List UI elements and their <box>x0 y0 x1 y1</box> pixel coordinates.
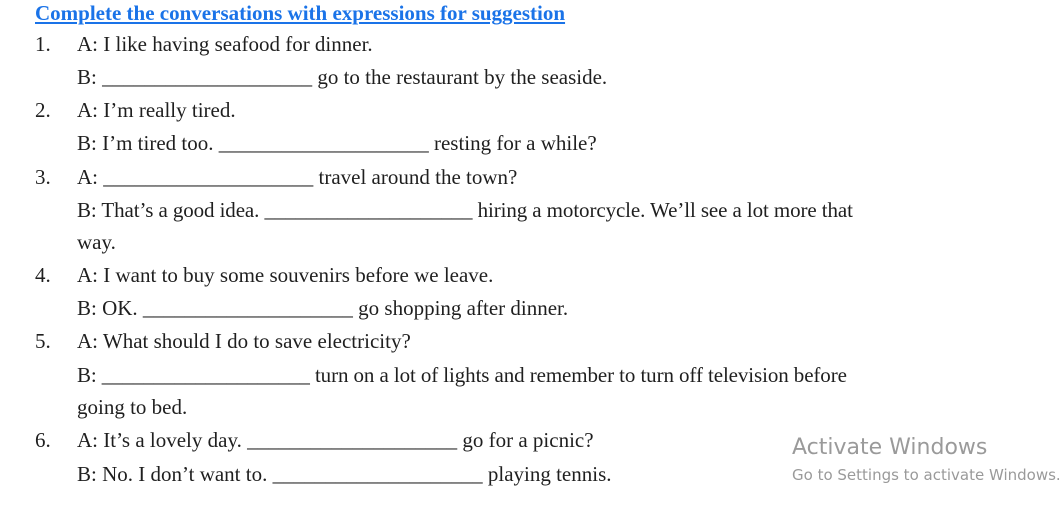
item-5-line-a: A: What should I do to save electricity? <box>77 329 411 353</box>
item-3-line-b-cont: way. <box>77 230 116 254</box>
item-2-number: 2. <box>35 98 51 122</box>
activate-windows-subtitle: Go to Settings to activate Windows. <box>792 466 1061 484</box>
activate-windows-title: Activate Windows <box>792 435 988 460</box>
item-4-line-a: A: I want to buy some souvenirs before we leave. <box>77 263 494 287</box>
item-1-number: 1. <box>35 32 51 56</box>
item-6-line-a: A: It’s a lovely day. ____________________ go for a picnic? <box>77 428 594 452</box>
exercise-title: Complete the conversations with expressions for suggestion <box>35 1 566 25</box>
item-3-line-b: B: That’s a good idea. ____________________ hiring a motorcycle. We’ll see a lot more that <box>77 198 853 222</box>
item-1-line-a: A: I like having seafood for dinner. <box>77 32 373 56</box>
item-6-line-b: B: No. I don’t want to. ____________________ playing tennis. <box>77 462 612 486</box>
item-4-number: 4. <box>35 263 51 287</box>
item-6-number: 6. <box>35 428 51 452</box>
item-2-line-b: B: I’m tired too. ____________________ resting for a while? <box>77 131 597 155</box>
item-5-number: 5. <box>35 329 51 353</box>
item-3-line-a: A: ____________________ travel around the town? <box>77 165 518 189</box>
item-2-line-a: A: I’m really tired. <box>77 98 236 122</box>
item-5-line-b-cont: going to bed. <box>77 395 188 419</box>
item-5-line-b: B: ____________________ turn on a lot of lights and remember to turn off television before <box>77 363 847 387</box>
item-4-line-b: B: OK. ____________________ go shopping after dinner. <box>77 296 569 320</box>
item-1-line-b: B: ____________________ go to the restaurant by the seaside. <box>77 65 608 89</box>
item-3-number: 3. <box>35 165 51 189</box>
